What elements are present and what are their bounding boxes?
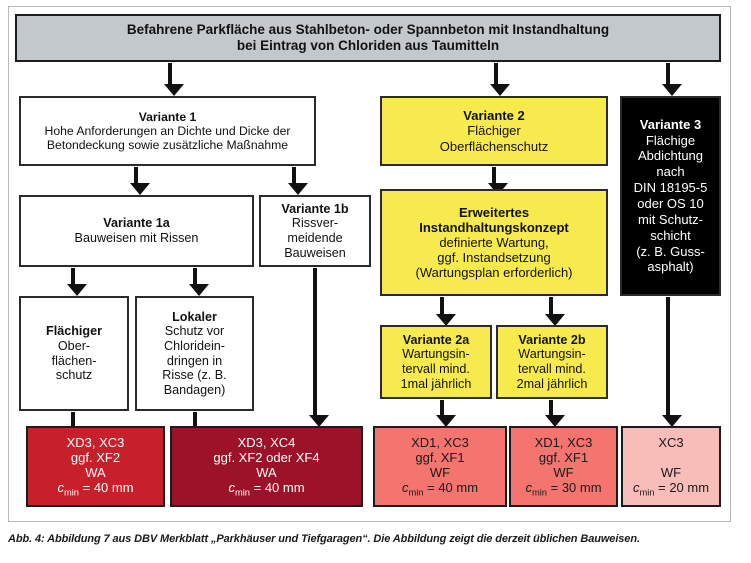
result-1-cover-value: = 40 mm <box>82 479 134 495</box>
variante-2b-line-3: 2mal jährlich <box>516 376 588 391</box>
node-erweitertes-konzept <box>380 189 608 296</box>
variante-3-line-3: nach <box>656 164 685 180</box>
variante-2b-line-1: Wartungsin- <box>518 347 586 362</box>
node-flaechiger-oberflaechenschutz <box>19 296 129 411</box>
arrow-erweitertes-to-variante2b <box>549 297 553 315</box>
node-result-1 <box>26 426 165 507</box>
variante-2b-title: Variante 2b <box>518 332 586 347</box>
result-5-exposure: XC3 <box>658 434 684 450</box>
result-3-extra: ggf. XF1 <box>415 449 465 465</box>
variante-2-line-2: Oberflächenschutz <box>439 138 549 154</box>
arrow-header-to-variante3 <box>666 63 670 85</box>
erweitertes-line-3: (Wartungsplan erforderlich) <box>415 265 573 281</box>
variante-3-line-7: schicht <box>650 227 691 243</box>
variante-1a-title: Variante 1a <box>103 216 170 231</box>
arrow-header-to-variante1 <box>168 63 172 85</box>
arrow-variante1a-to-lokaler <box>193 268 197 285</box>
lokaler-line-4: Risse (z. B. <box>162 368 227 383</box>
arrow-variante1a-to-flaechiger <box>71 268 75 285</box>
result-2-cover-sub: min <box>234 487 250 498</box>
node-variante-1 <box>19 96 316 166</box>
erweitertes-title-2: Instandhaltungskonzept <box>419 219 569 235</box>
variante-3-line-2: Abdichtung <box>637 148 704 164</box>
variante-3-title: Variante 3 <box>639 116 702 132</box>
result-5-spacer <box>669 450 673 465</box>
arrow-erweitertes-to-variante2a <box>440 297 444 315</box>
result-4-cover-symbol: c <box>525 479 532 495</box>
node-result-3 <box>373 426 507 507</box>
erweitertes-line-2: ggf. Instandsetzung <box>437 250 551 266</box>
lokaler-title: Lokaler <box>172 309 217 324</box>
variante-3-line-6: mit Schutz- <box>637 211 703 227</box>
erweitertes-title-1: Erweitertes <box>458 204 530 220</box>
result-4-exposure: XD1, XC3 <box>534 434 593 450</box>
node-result-2 <box>170 426 363 507</box>
figure-caption: Abb. 4: Abbildung 7 aus DBV Merkblatt „Parkhäuser und Tiefgaragen“. Die Abbildung zeigt die derzeit üblichen Bauweisen. <box>8 533 640 545</box>
node-variante-1b <box>259 195 371 267</box>
variante-1b-title: Variante 1b <box>281 201 349 216</box>
variante-1-line-2: Betondeckung sowie zusätzliche Maßnahme <box>46 138 289 153</box>
variante-1-line-1: Hohe Anforderungen an Dichte und Dicke der <box>44 123 291 138</box>
flaechiger-line-1: Ober- <box>57 338 91 353</box>
variante-3-line-9: asphalt) <box>647 259 694 275</box>
variante-2a-line-2: tervall mind. <box>402 362 470 376</box>
variante-1-title: Variante 1 <box>138 109 197 124</box>
lokaler-line-1: Schutz vor <box>164 324 225 339</box>
node-lokaler-schutz <box>135 296 254 411</box>
result-1-extra: ggf. XF2 <box>70 449 121 465</box>
result-4-extra: ggf. XF1 <box>538 449 589 465</box>
arrow-variante1b-to-result-2 <box>313 268 317 416</box>
variante-3-line-1: Flächige <box>645 132 696 148</box>
result-1-moisture: WA <box>85 464 106 480</box>
result-5-moisture: WF <box>660 464 682 480</box>
result-2-exposure: XD3, XC4 <box>237 434 296 450</box>
arrow-variante2a-to-result-3 <box>440 400 444 416</box>
header-line-2: bei Eintrag von Chloriden aus Taumitteln <box>236 38 500 53</box>
variante-1b-line-1: Rissver- <box>291 216 339 231</box>
variante-2-title: Variante 2 <box>463 108 525 124</box>
result-3-cover-sub: min <box>408 487 424 498</box>
result-4-cover-value: = 30 mm <box>550 479 602 495</box>
result-2-cover-value: = 40 mm <box>253 479 305 495</box>
arrow-header-to-variante2 <box>494 63 498 85</box>
figure-frame <box>8 6 731 522</box>
arrow-variante3-to-result-5 <box>666 297 670 416</box>
node-variante-1a <box>19 195 254 267</box>
variante-3-line-5: oder OS 10 <box>637 196 704 211</box>
result-5-cover-value: = 20 mm <box>658 479 710 495</box>
variante-3-line-8: (z. B. Guss- <box>636 243 705 259</box>
flaechiger-line-3: schutz <box>55 368 93 383</box>
result-2-extra: ggf. XF2 oder XF4 <box>213 449 320 465</box>
arrow-variante2-to-erweitertes <box>492 167 496 184</box>
lokaler-line-5: Bandagen) <box>163 382 226 397</box>
node-variante-3 <box>620 96 721 296</box>
result-1-cover-symbol: c <box>57 479 64 495</box>
flaechiger-title: Flächiger <box>46 324 102 339</box>
node-result-4 <box>509 426 618 507</box>
result-5-cover-symbol: c <box>632 479 640 495</box>
erweitertes-line-1: definierte Wartung, <box>439 234 549 250</box>
variante-2a-line-1: Wartungsin- <box>402 347 470 362</box>
arrow-variante2b-to-result-4 <box>549 400 553 416</box>
result-1-cover <box>57 480 133 498</box>
variante-3-line-4: DIN 18195-5 <box>633 180 708 196</box>
variante-2-line-1: Flächiger <box>467 123 521 139</box>
result-3-cover-symbol: c <box>401 479 409 495</box>
result-4-cover-sub: min <box>531 487 547 498</box>
lokaler-line-2: Chloridein- <box>164 338 225 353</box>
variante-1a-line-1: Bauweisen mit Rissen <box>74 231 199 245</box>
node-header <box>15 14 721 62</box>
result-2-cover-symbol: c <box>228 479 235 495</box>
node-variante-2b <box>496 325 608 399</box>
flaechiger-line-2: flächen- <box>51 353 97 368</box>
node-variante-2 <box>380 96 608 166</box>
result-3-cover-value: = 40 mm <box>427 479 479 495</box>
variante-1b-line-3: Bauweisen <box>284 245 346 260</box>
result-5-cover-sub: min <box>639 487 655 498</box>
variante-2a-title: Variante 2a <box>402 332 470 347</box>
result-5-cover <box>633 480 709 498</box>
node-result-5 <box>621 426 721 507</box>
lokaler-line-3: dringen in <box>166 353 223 368</box>
variante-2b-line-2: tervall mind. <box>518 362 586 376</box>
header-line-1: Befahrene Parkfläche aus Stahlbeton- oder Spannbeton mit Instandhaltung <box>126 22 610 38</box>
variante-2a-line-3: 1mal jährlich <box>400 376 472 391</box>
result-1-exposure: XD3, XC3 <box>66 434 125 450</box>
node-variante-2a <box>380 325 492 399</box>
result-4-moisture: WF <box>553 464 574 480</box>
variante-1b-line-2: meidende <box>287 231 343 245</box>
result-2-cover <box>228 480 304 498</box>
arrow-variante1-to-variante1b <box>292 167 296 184</box>
result-3-moisture: WF <box>429 464 451 480</box>
result-3-exposure: XD1, XC3 <box>411 434 469 450</box>
result-3-cover <box>402 480 478 498</box>
arrow-variante1-to-variante1a <box>134 167 138 184</box>
result-4-cover <box>525 480 601 498</box>
result-1-cover-sub: min <box>63 487 79 498</box>
result-2-moisture: WA <box>256 464 277 480</box>
